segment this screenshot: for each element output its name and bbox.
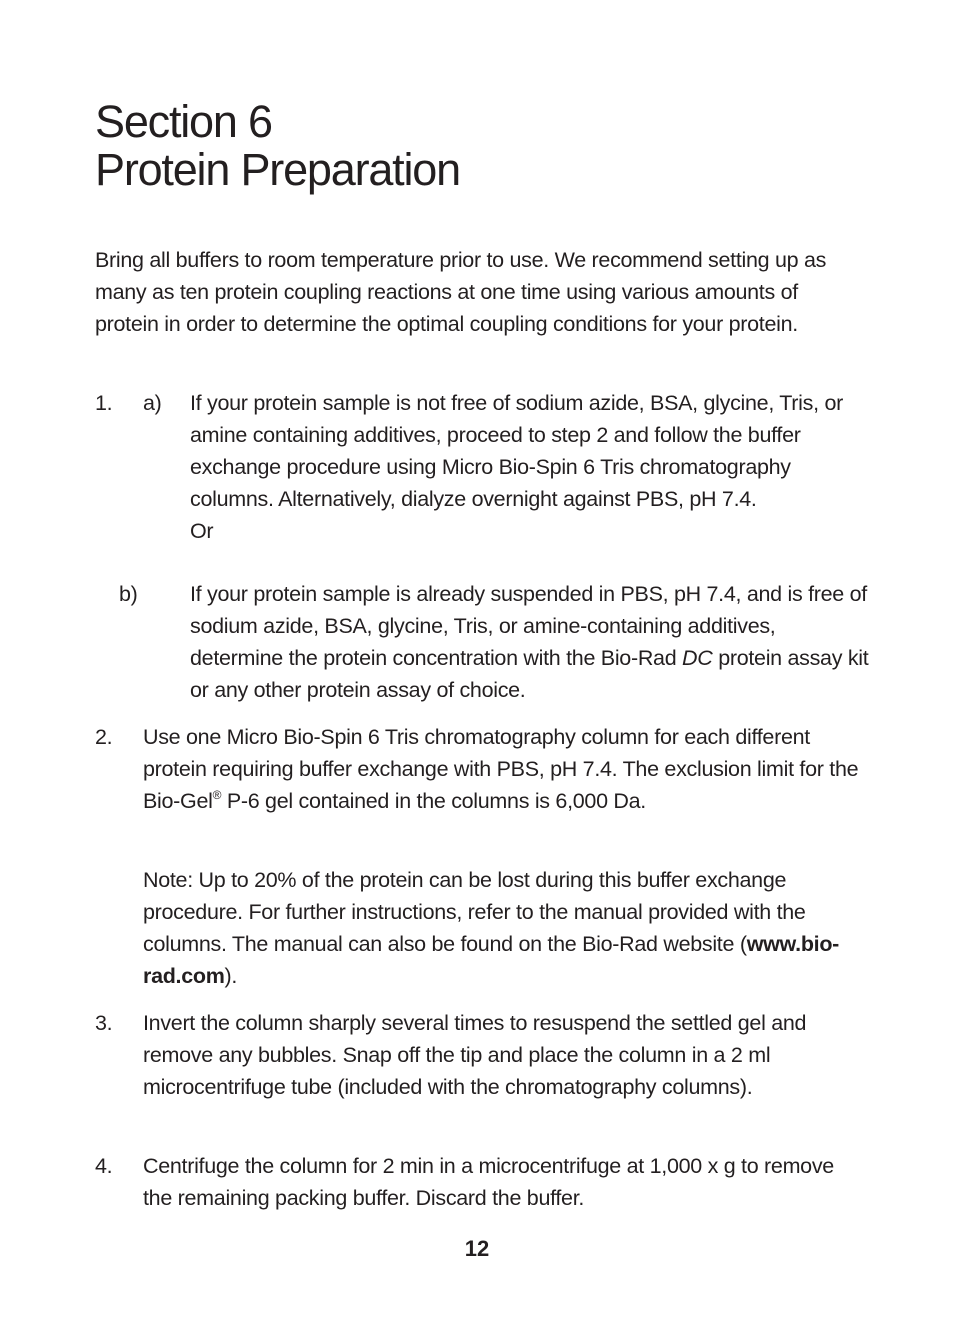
step-number: 3. <box>95 1011 113 1035</box>
step-number: 2. <box>95 725 113 749</box>
page-number: 12 <box>464 1236 490 1261</box>
step-3-text: Invert the column sharply several times to resuspend the settled gel and remove any bubbles. Snap off the tip and place the column in a 2 ml microcentrifuge tube (included with the chromatography columns). <box>143 1011 807 1099</box>
step-number: 1. <box>95 391 113 415</box>
or-connector: Or <box>190 519 214 543</box>
section-title: Protein Preparation <box>95 144 460 195</box>
dc-italic: DC <box>682 646 713 670</box>
substep-b-text: If your protein sample is already suspended in PBS, pH 7.4, and is free of sodium azide, BSA, glycine, Tris, or amine-containing additives, determine the protein concentration with the Bio-Rad DC protein assay kit or any other protein assay of choice. <box>190 582 869 702</box>
intro-paragraph: Bring all buffers to room temperature prior to use. We recommend setting up as many as ten protein coupling reactions at one time using various amounts of protein in order to determine the optimal coupling conditions for your protein. <box>95 248 827 336</box>
website-link[interactable]: www.bio-rad.com <box>143 932 840 988</box>
step-2-text: Use one Micro Bio-Spin 6 Tris chromatography column for each different protein requiring buffer exchange with PBS, pH 7.4. The exclusion limit for the Bio-Gel® P-6 gel contained in the columns is 6,000 Da. <box>143 725 859 813</box>
step-4-text: Centrifuge the column for 2 min in a microcentrifuge at 1,000 x g to remove the remaining packing buffer. Discard the buffer. <box>143 1154 834 1210</box>
substep-label: a) <box>143 391 162 415</box>
step-number: 4. <box>95 1154 113 1178</box>
page-title <box>95 98 460 194</box>
section-number: Section 6 <box>95 96 272 147</box>
step-2-note: Note: Up to 20% of the protein can be lost during this buffer exchange procedure. For further instructions, refer to the manual provided with the columns. The manual can also be found on the Bio-Rad website (www.bio-rad.com). <box>143 868 840 988</box>
substep-label: b) <box>119 582 138 606</box>
registered-mark: ® <box>212 788 222 802</box>
substep-a-text: If your protein sample is not free of sodium azide, BSA, glycine, Tris, or amine containing additives, proceed to step 2 and follow the buffer exchange procedure using Micro Bio-Spin 6 Tris chromatography columns. Alternatively, dialyze overnight against PBS, pH 7.4. Or <box>190 391 843 543</box>
